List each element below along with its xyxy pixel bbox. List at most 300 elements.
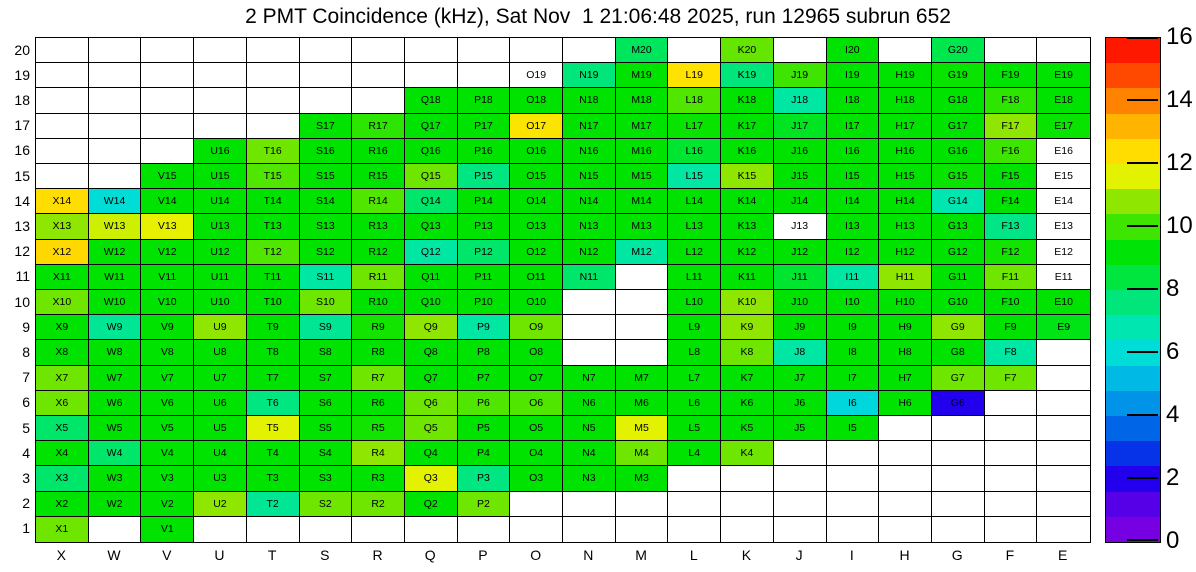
cell-K18: K18 (721, 88, 774, 113)
x-tick-label-W: W (107, 547, 121, 563)
cell-empty (616, 340, 669, 365)
cell-H12: H12 (879, 240, 932, 265)
cell-empty (774, 38, 827, 63)
cell-N14: N14 (563, 189, 616, 214)
cell-J9: J9 (774, 315, 827, 340)
cell-L9: L9 (668, 315, 721, 340)
cell-M15: M15 (616, 164, 669, 189)
cell-S17: S17 (300, 114, 353, 139)
cell-empty (141, 38, 194, 63)
cell-G6: G6 (932, 391, 985, 416)
cell-I10: I10 (827, 290, 880, 315)
x-tick-label-J: J (795, 547, 803, 563)
cell-J12: J12 (774, 240, 827, 265)
cell-S9: S9 (300, 315, 353, 340)
cell-M14: M14 (616, 189, 669, 214)
heatmap-grid (35, 37, 1091, 543)
cell-M7: M7 (616, 366, 669, 391)
colorbar-band (1106, 265, 1160, 290)
cell-M16: M16 (616, 139, 669, 164)
cell-F9: F9 (985, 315, 1038, 340)
cell-X8: X8 (36, 340, 89, 365)
cell-empty (352, 517, 405, 542)
colorbar-tick (1127, 225, 1158, 227)
cell-V8: V8 (141, 340, 194, 365)
cell-V9: V9 (141, 315, 194, 340)
cell-S11: S11 (300, 265, 353, 290)
cell-I13: I13 (827, 214, 880, 239)
cell-P3: P3 (458, 466, 511, 491)
cell-empty (721, 517, 774, 542)
cell-E12: E12 (1037, 240, 1090, 265)
cell-T15: T15 (247, 164, 300, 189)
colorbar-band (1106, 441, 1160, 466)
cell-P4: P4 (458, 441, 511, 466)
cell-F16: F16 (985, 139, 1038, 164)
colorbar-band (1106, 164, 1160, 189)
colorbar-tick (1127, 288, 1158, 290)
cell-H14: H14 (879, 189, 932, 214)
x-tick-label-E: E (1057, 547, 1068, 563)
cell-empty (352, 38, 405, 63)
cell-Q8: Q8 (405, 340, 458, 365)
cell-H18: H18 (879, 88, 932, 113)
cell-V4: V4 (141, 441, 194, 466)
cell-N12: N12 (563, 240, 616, 265)
cell-I7: I7 (827, 366, 880, 391)
x-tick-label-K: K (741, 547, 752, 563)
cell-T10: T10 (247, 290, 300, 315)
cell-U4: U4 (194, 441, 247, 466)
colorbar-tick-label-10: 10 (1166, 212, 1193, 239)
cell-T11: T11 (247, 265, 300, 290)
cell-Q10: Q10 (405, 290, 458, 315)
cell-empty (194, 517, 247, 542)
cell-U6: U6 (194, 391, 247, 416)
cell-empty (774, 517, 827, 542)
cell-empty (300, 517, 353, 542)
cell-E19: E19 (1037, 63, 1090, 88)
cell-empty (405, 517, 458, 542)
cell-V11: V11 (141, 265, 194, 290)
cell-V6: V6 (141, 391, 194, 416)
cell-empty (405, 63, 458, 88)
cell-K7: K7 (721, 366, 774, 391)
cell-F15: F15 (985, 164, 1038, 189)
x-tick-label-G: G (951, 547, 963, 563)
cell-H9: H9 (879, 315, 932, 340)
cell-empty (300, 63, 353, 88)
colorbar-band (1106, 315, 1160, 340)
cell-empty (36, 88, 89, 113)
cell-X12: X12 (36, 240, 89, 265)
cell-F7: F7 (985, 366, 1038, 391)
colorbar-tick-label-14: 14 (1166, 86, 1193, 113)
cell-empty (563, 315, 616, 340)
cell-empty (668, 466, 721, 491)
cell-V2: V2 (141, 492, 194, 517)
cell-S16: S16 (300, 139, 353, 164)
cell-N13: N13 (563, 214, 616, 239)
cell-L10: L10 (668, 290, 721, 315)
cell-empty (563, 340, 616, 365)
cell-O7: O7 (510, 366, 563, 391)
cell-U14: U14 (194, 189, 247, 214)
cell-T6: T6 (247, 391, 300, 416)
x-tick-label-U: U (214, 547, 225, 563)
colorbar-band (1106, 88, 1160, 113)
colorbar-tick-label-12: 12 (1166, 149, 1193, 176)
cell-empty (194, 88, 247, 113)
cell-empty (36, 63, 89, 88)
cell-empty (616, 290, 669, 315)
cell-O9: O9 (510, 315, 563, 340)
cell-empty (352, 88, 405, 113)
cell-O3: O3 (510, 466, 563, 491)
cell-empty (616, 265, 669, 290)
cell-T12: T12 (247, 240, 300, 265)
colorbar-band (1106, 290, 1160, 315)
cell-P8: P8 (458, 340, 511, 365)
cell-R14: R14 (352, 189, 405, 214)
cell-U10: U10 (194, 290, 247, 315)
cell-N11: N11 (563, 265, 616, 290)
cell-S15: S15 (300, 164, 353, 189)
cell-S10: S10 (300, 290, 353, 315)
cell-L12: L12 (668, 240, 721, 265)
y-tick-label-1: 1 (22, 520, 30, 537)
cell-E11: E11 (1037, 265, 1090, 290)
cell-I12: I12 (827, 240, 880, 265)
cell-X9: X9 (36, 315, 89, 340)
cell-H11: H11 (879, 265, 932, 290)
cell-J6: J6 (774, 391, 827, 416)
cell-empty (36, 38, 89, 63)
x-tick-label-S: S (320, 547, 330, 563)
colorbar-band (1106, 466, 1160, 491)
colorbar-band (1106, 391, 1160, 416)
cell-empty (300, 88, 353, 113)
cell-E15: E15 (1037, 164, 1090, 189)
colorbar-band (1106, 366, 1160, 391)
cell-R3: R3 (352, 466, 405, 491)
y-tick-label-19: 19 (14, 66, 30, 83)
colorbar-band (1106, 214, 1160, 239)
x-tick-label-L: L (689, 547, 698, 563)
cell-S14: S14 (300, 189, 353, 214)
colorbar-band (1106, 492, 1160, 517)
cell-X4: X4 (36, 441, 89, 466)
cell-Q7: Q7 (405, 366, 458, 391)
cell-V15: V15 (141, 164, 194, 189)
cell-H15: H15 (879, 164, 932, 189)
cell-O5: O5 (510, 416, 563, 441)
cell-K13: K13 (721, 214, 774, 239)
cell-I11: I11 (827, 265, 880, 290)
cell-empty (774, 466, 827, 491)
cell-empty (36, 114, 89, 139)
cell-S3: S3 (300, 466, 353, 491)
cell-M5: M5 (616, 416, 669, 441)
cell-J7: J7 (774, 366, 827, 391)
cell-W8: W8 (89, 340, 142, 365)
cell-W5: W5 (89, 416, 142, 441)
cell-W3: W3 (89, 466, 142, 491)
cell-P6: P6 (458, 391, 511, 416)
cell-empty (985, 441, 1038, 466)
cell-O17: O17 (510, 114, 563, 139)
cell-empty (194, 38, 247, 63)
cell-N7: N7 (563, 366, 616, 391)
cell-J8: J8 (774, 340, 827, 365)
cell-empty (932, 466, 985, 491)
cell-V3: V3 (141, 466, 194, 491)
cell-T14: T14 (247, 189, 300, 214)
y-tick-label-7: 7 (22, 369, 30, 386)
cell-W9: W9 (89, 315, 142, 340)
cell-G13: G13 (932, 214, 985, 239)
cell-P14: P14 (458, 189, 511, 214)
cell-M4: M4 (616, 441, 669, 466)
cell-empty (1037, 366, 1090, 391)
cell-empty (1037, 416, 1090, 441)
y-tick-label-20: 20 (14, 41, 30, 58)
y-tick-label-6: 6 (22, 394, 30, 411)
cell-empty (1037, 340, 1090, 365)
cell-empty (879, 466, 932, 491)
cell-empty (721, 466, 774, 491)
cell-Q16: Q16 (405, 139, 458, 164)
cell-N4: N4 (563, 441, 616, 466)
cell-T4: T4 (247, 441, 300, 466)
cell-empty (721, 492, 774, 517)
y-tick-label-16: 16 (14, 142, 30, 159)
cell-empty (89, 88, 142, 113)
colorbar-tick-label-4: 4 (1166, 401, 1180, 428)
colorbar-tick-label-16: 16 (1166, 23, 1193, 50)
cell-N19: N19 (563, 63, 616, 88)
cell-S12: S12 (300, 240, 353, 265)
cell-J13: J13 (774, 214, 827, 239)
cell-W13: W13 (89, 214, 142, 239)
cell-empty (405, 38, 458, 63)
cell-O4: O4 (510, 441, 563, 466)
cell-I17: I17 (827, 114, 880, 139)
colorbar-band (1106, 63, 1160, 88)
cell-K15: K15 (721, 164, 774, 189)
cell-empty (89, 164, 142, 189)
cell-empty (194, 114, 247, 139)
cell-P18: P18 (458, 88, 511, 113)
cell-empty (89, 517, 142, 542)
cell-H10: H10 (879, 290, 932, 315)
x-tick-label-X: X (56, 547, 67, 563)
cell-empty (985, 391, 1038, 416)
colorbar-tick-label-0: 0 (1166, 527, 1180, 554)
cell-O10: O10 (510, 290, 563, 315)
cell-S8: S8 (300, 340, 353, 365)
cell-empty (89, 38, 142, 63)
cell-empty (774, 441, 827, 466)
cell-empty (774, 492, 827, 517)
cell-F8: F8 (985, 340, 1038, 365)
x-tick-label-V: V (162, 547, 172, 563)
cell-empty (89, 139, 142, 164)
cell-empty (932, 492, 985, 517)
cell-Q6: Q6 (405, 391, 458, 416)
cell-empty (879, 416, 932, 441)
cell-G20: G20 (932, 38, 985, 63)
cell-I15: I15 (827, 164, 880, 189)
cell-F11: F11 (985, 265, 1038, 290)
cell-V13: V13 (141, 214, 194, 239)
cell-empty (352, 63, 405, 88)
cell-T9: T9 (247, 315, 300, 340)
cell-L11: L11 (668, 265, 721, 290)
cell-empty (616, 492, 669, 517)
cell-N18: N18 (563, 88, 616, 113)
colorbar-band (1106, 114, 1160, 139)
cell-empty (879, 441, 932, 466)
colorbar-tick (1127, 37, 1158, 39)
cell-L6: L6 (668, 391, 721, 416)
cell-G12: G12 (932, 240, 985, 265)
cell-L7: L7 (668, 366, 721, 391)
cell-X2: X2 (36, 492, 89, 517)
cell-empty (563, 517, 616, 542)
cell-O6: O6 (510, 391, 563, 416)
cell-U7: U7 (194, 366, 247, 391)
cell-empty (1037, 391, 1090, 416)
cell-Q2: Q2 (405, 492, 458, 517)
cell-M12: M12 (616, 240, 669, 265)
cell-I9: I9 (827, 315, 880, 340)
y-tick-label-9: 9 (22, 318, 30, 335)
cell-J16: J16 (774, 139, 827, 164)
cell-W6: W6 (89, 391, 142, 416)
colorbar-tick (1127, 539, 1158, 541)
cell-H19: H19 (879, 63, 932, 88)
cell-empty (36, 139, 89, 164)
cell-empty (827, 441, 880, 466)
cell-R7: R7 (352, 366, 405, 391)
cell-empty (1037, 466, 1090, 491)
cell-G8: G8 (932, 340, 985, 365)
cell-empty (827, 517, 880, 542)
cell-T3: T3 (247, 466, 300, 491)
y-tick-label-18: 18 (14, 92, 30, 108)
cell-empty (141, 114, 194, 139)
cell-O18: O18 (510, 88, 563, 113)
cell-M3: M3 (616, 466, 669, 491)
cell-V7: V7 (141, 366, 194, 391)
y-tick-label-4: 4 (22, 444, 30, 461)
cell-Q9: Q9 (405, 315, 458, 340)
cell-P12: P12 (458, 240, 511, 265)
cell-L8: L8 (668, 340, 721, 365)
cell-T7: T7 (247, 366, 300, 391)
cell-L13: L13 (668, 214, 721, 239)
cell-W7: W7 (89, 366, 142, 391)
cell-N3: N3 (563, 466, 616, 491)
cell-empty (668, 492, 721, 517)
cell-E10: E10 (1037, 290, 1090, 315)
cell-G15: G15 (932, 164, 985, 189)
cell-empty (1037, 38, 1090, 63)
cell-M17: M17 (616, 114, 669, 139)
cell-I20: I20 (827, 38, 880, 63)
cell-empty (668, 38, 721, 63)
cell-Q3: Q3 (405, 466, 458, 491)
cell-Q13: Q13 (405, 214, 458, 239)
cell-empty (89, 63, 142, 88)
cell-X6: X6 (36, 391, 89, 416)
cell-R2: R2 (352, 492, 405, 517)
cell-J17: J17 (774, 114, 827, 139)
cell-P15: P15 (458, 164, 511, 189)
cell-G10: G10 (932, 290, 985, 315)
cell-G17: G17 (932, 114, 985, 139)
cell-J11: J11 (774, 265, 827, 290)
cell-K8: K8 (721, 340, 774, 365)
cell-empty (827, 492, 880, 517)
cell-empty (36, 164, 89, 189)
cell-empty (985, 492, 1038, 517)
cell-R13: R13 (352, 214, 405, 239)
cell-U13: U13 (194, 214, 247, 239)
cell-W4: W4 (89, 441, 142, 466)
cell-W11: W11 (89, 265, 142, 290)
cell-empty (932, 517, 985, 542)
x-tick-label-P: P (478, 547, 488, 563)
cell-empty (141, 88, 194, 113)
cell-X11: X11 (36, 265, 89, 290)
cell-U5: U5 (194, 416, 247, 441)
cell-empty (247, 114, 300, 139)
cell-K14: K14 (721, 189, 774, 214)
cell-F12: F12 (985, 240, 1038, 265)
cell-K9: K9 (721, 315, 774, 340)
cell-T8: T8 (247, 340, 300, 365)
cell-E13: E13 (1037, 214, 1090, 239)
cell-U9: U9 (194, 315, 247, 340)
cell-empty (510, 517, 563, 542)
cell-F19: F19 (985, 63, 1038, 88)
cell-empty (247, 38, 300, 63)
cell-G18: G18 (932, 88, 985, 113)
x-tick-label-R: R (372, 547, 383, 563)
cell-G19: G19 (932, 63, 985, 88)
cell-R16: R16 (352, 139, 405, 164)
cell-P11: P11 (458, 265, 511, 290)
cell-V1: V1 (141, 517, 194, 542)
cell-K19: K19 (721, 63, 774, 88)
cell-empty (932, 441, 985, 466)
cell-Q18: Q18 (405, 88, 458, 113)
cell-N6: N6 (563, 391, 616, 416)
cell-Q4: Q4 (405, 441, 458, 466)
y-tick-label-13: 13 (14, 218, 30, 234)
cell-O16: O16 (510, 139, 563, 164)
colorbar-band (1106, 416, 1160, 441)
cell-E17: E17 (1037, 114, 1090, 139)
cell-K11: K11 (721, 265, 774, 290)
cell-empty (879, 517, 932, 542)
cell-E9: E9 (1037, 315, 1090, 340)
colorbar (1105, 37, 1161, 543)
cell-empty (616, 517, 669, 542)
cell-H7: H7 (879, 366, 932, 391)
